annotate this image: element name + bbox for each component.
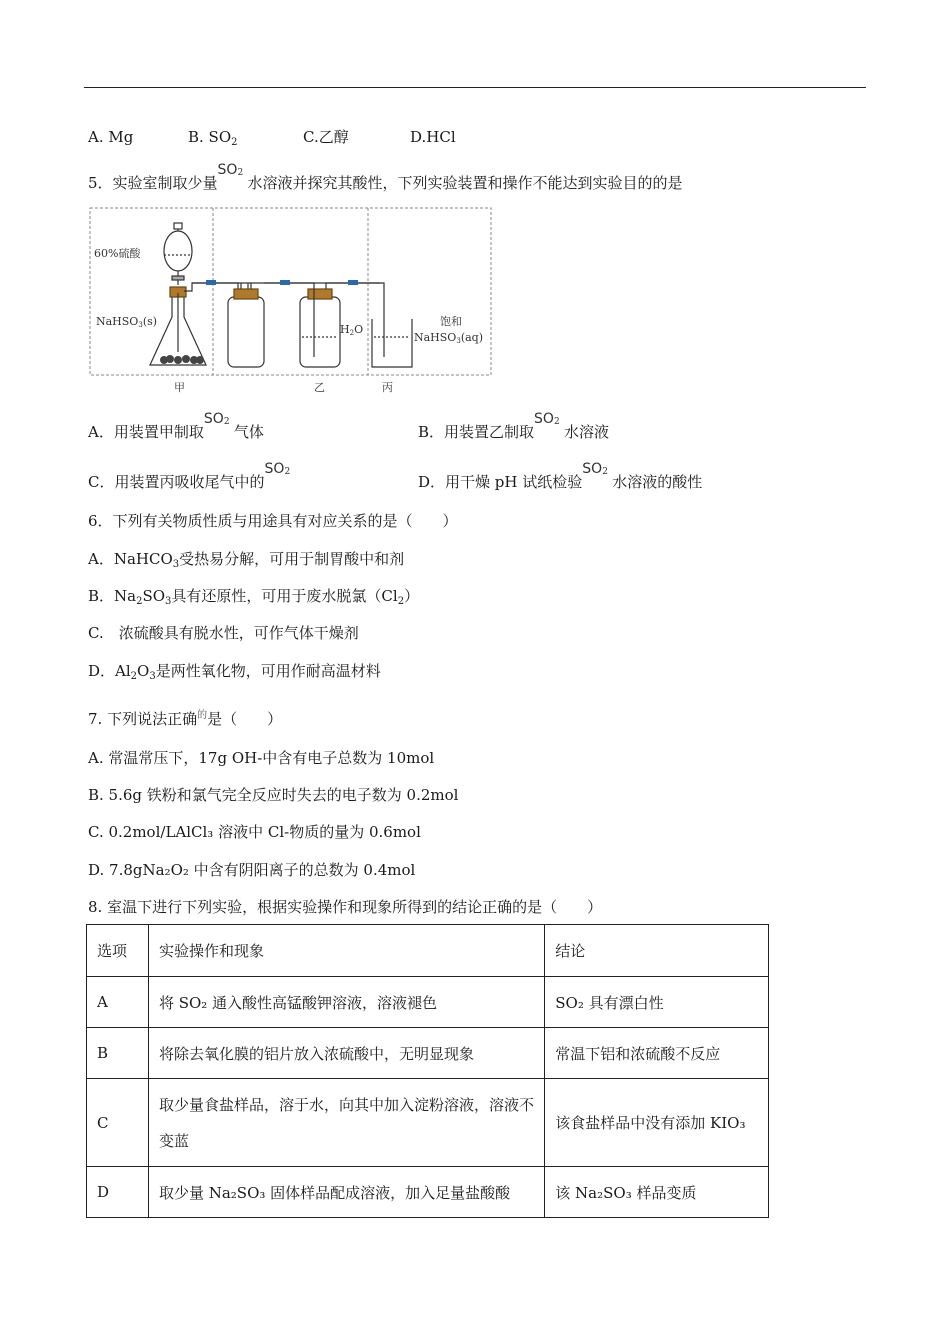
label-jia: 甲 bbox=[174, 381, 185, 394]
q7-stem: 7. 下列说法正确$^的$是（ ） bbox=[88, 710, 283, 728]
table-cell: D bbox=[87, 1167, 149, 1218]
table-cell: 该食盐样品中没有添加 KIO₃ bbox=[545, 1079, 769, 1167]
q5-option-c: C．用装置丙吸收尾气中的 SO 2 bbox=[88, 461, 291, 491]
label-nahso3-aq: NaHSO3(aq) bbox=[414, 331, 483, 345]
label-h2o: H2O bbox=[340, 323, 364, 337]
table-header: 结论 bbox=[545, 925, 769, 977]
table-header: 实验操作和现象 bbox=[148, 925, 544, 977]
table-cell: 取少量 Na₂SO₃ 固体样品配成溶液，加入足量盐酸酸 bbox=[148, 1167, 544, 1218]
table-cell: 取少量食盐样品，溶于水，向其中加入淀粉溶液，溶液不变蓝 bbox=[148, 1079, 544, 1167]
q4-option-d: D.HCl bbox=[410, 128, 456, 146]
q7-option-d: D. 7.8gNa₂O₂ 中含有阴阳离子的总数为 0.4mol bbox=[88, 861, 416, 879]
label-yi: 乙 bbox=[314, 381, 325, 394]
table-header: 选项 bbox=[87, 925, 149, 977]
table-cell: A bbox=[87, 977, 149, 1028]
apparatus-figure bbox=[88, 207, 493, 397]
q6-option-d: D．$Al_2O_3$是两性氧化物，可用作耐高温材料 bbox=[88, 662, 381, 682]
q5-stem: 5．实验室制取少量 SO 2 水溶液并探究其酸性，下列实验装置和操作不能达到实验目的的是 bbox=[88, 162, 683, 192]
label-saturated: 饱和 bbox=[440, 315, 462, 328]
label-bing: 丙 bbox=[382, 381, 393, 394]
table-cell: 常温下铝和浓硫酸不反应 bbox=[545, 1028, 769, 1079]
table-header-row bbox=[87, 925, 769, 977]
q6-stem: 6．下列有关物质性质与用途具有对应关系的是（ ） bbox=[88, 512, 458, 530]
q8-stem: 8. 室温下进行下列实验，根据实验操作和现象所得到的结论正确的是（ ） bbox=[88, 898, 603, 916]
table-row bbox=[87, 1028, 769, 1079]
q6-option-a: A．NaHCO$_3$受热易分解，可用于制胃酸中和剂 bbox=[88, 550, 405, 570]
q4-option-c: C.乙醇 bbox=[303, 128, 349, 146]
label-nahso3-solid: NaHSO3(s) bbox=[96, 315, 158, 329]
table-cell: SO₂ 具有漂白性 bbox=[545, 977, 769, 1028]
q6-option-b: B．$Na_2SO_3$具有还原性，可用于废水脱氯$(Cl_2)$ bbox=[88, 587, 420, 607]
q4-option-a: A. Mg bbox=[88, 128, 134, 146]
table-cell: 将 SO₂ 通入酸性高锰酸钾溶液，溶液褪色 bbox=[148, 977, 544, 1028]
table-row bbox=[87, 1079, 769, 1167]
so2-formula: SO 2 bbox=[217, 162, 244, 178]
table-row bbox=[87, 1167, 769, 1218]
q4-options bbox=[88, 126, 456, 148]
q7-option-a: A. 常温常压下，17g OH-中含有电子总数为 10mol bbox=[88, 749, 435, 767]
table-cell: C bbox=[87, 1079, 149, 1167]
table-cell: 该 Na₂SO₃ 样品变质 bbox=[545, 1167, 769, 1218]
table-cell: 将除去氧化膜的铝片放入浓硫酸中，无明显现象 bbox=[148, 1028, 544, 1079]
label-acid: 60%硫酸 bbox=[94, 247, 141, 260]
q6-option-c: C. 浓硫酸具有脱水性，可作气体干燥剂 bbox=[88, 624, 359, 642]
header-rule bbox=[84, 87, 866, 88]
q8-table bbox=[86, 924, 769, 1218]
q5-option-a: A．用装置甲制取 SO 2 气体 bbox=[88, 411, 264, 441]
table-cell: B bbox=[87, 1028, 149, 1079]
q7-option-c: C. 0.2mol/LAlCl₃ 溶液中 Cl-物质的量为 0.6mol bbox=[88, 823, 421, 841]
q5-option-b: B．用装置乙制取 SO 2 水溶液 bbox=[418, 411, 610, 441]
q4-option-b: B. $SO_2$ bbox=[188, 128, 238, 148]
q7-option-b: B. 5.6g 铁粉和氯气完全反应时失去的电子数为 0.2mol bbox=[88, 786, 459, 804]
table-row bbox=[87, 977, 769, 1028]
q5-option-d: D．用干燥 pH 试纸检验 SO 2 水溶液的酸性 bbox=[418, 461, 703, 491]
